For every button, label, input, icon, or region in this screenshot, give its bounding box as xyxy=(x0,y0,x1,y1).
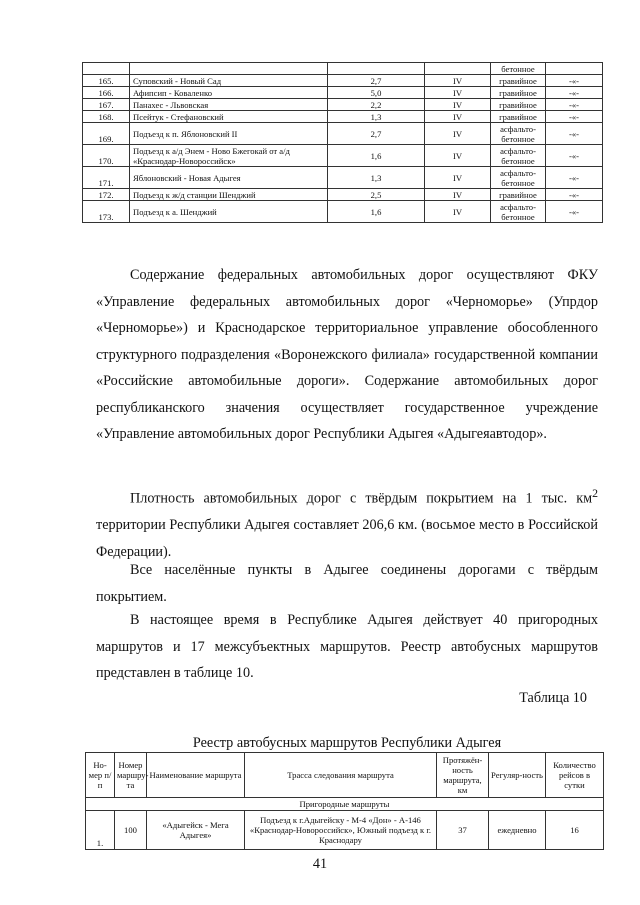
row-number: 165. xyxy=(83,75,130,87)
header-cell: Но-мер п/п xyxy=(86,753,115,798)
paragraph-road-density xyxy=(96,480,598,565)
paragraph-road-density-part2: территории Республики Адыгея составляет 206,6 км. (восьмое место в Российской Федерации). xyxy=(96,517,598,560)
table-row xyxy=(83,201,603,223)
header-cell: Номер маршру-та xyxy=(115,753,147,798)
header-cell: Трасса следования маршрута xyxy=(245,753,437,798)
road-note: -«- xyxy=(546,75,603,87)
road-length: 2,5 xyxy=(328,189,425,201)
road-note: -«- xyxy=(546,123,603,145)
road-surface: асфальто-бетонное xyxy=(491,201,546,223)
route-path: Подъезд к г.Адыгейску - М-4 «Дон» - А-146 «Краснодар-Новороссийск», Южный подъезд к г. Краснодару xyxy=(245,811,437,850)
table-row xyxy=(83,123,603,145)
row-number: 171. xyxy=(83,167,130,189)
header-cell: Наименование маршрута xyxy=(147,753,245,798)
road-category: IV xyxy=(425,87,491,99)
route-length: 37 xyxy=(437,811,489,850)
road-note: -«- xyxy=(546,145,603,167)
road-note: -«- xyxy=(546,167,603,189)
road-name: Панахес - Львовская xyxy=(130,99,328,111)
road-length: 1,6 xyxy=(328,201,425,223)
road-name: Подъезд к п. Яблоновский II xyxy=(130,123,328,145)
table-title: Реестр автобусных маршрутов Республики Адыгея xyxy=(192,735,502,751)
road-note: -«- xyxy=(546,87,603,99)
road-name: Яблоновский - Новая Адыгея xyxy=(130,167,328,189)
paragraph-road-density-part1: Плотность автомобильных дорог с твёрдым покрытием на 1 тыс. км xyxy=(130,490,593,507)
row-number: 166. xyxy=(83,87,130,99)
superscript-2: 2 xyxy=(592,486,598,500)
road-category: IV xyxy=(425,189,491,201)
section-row xyxy=(86,798,604,811)
paragraph-settlements: Все населённые пункты в Адыгее соединены дорогами с твёрдым покрытием. xyxy=(96,562,598,605)
road-category: IV xyxy=(425,111,491,123)
road-name: Подъезд к а. Шенджий xyxy=(130,201,328,223)
road-name: Суповский - Новый Сад xyxy=(130,75,328,87)
header-cell: Регуляр-ность xyxy=(489,753,546,798)
road-category: IV xyxy=(425,201,491,223)
row-number: 168. xyxy=(83,111,130,123)
row-number: 170. xyxy=(83,145,130,167)
table-row xyxy=(83,111,603,123)
road-length: 1,3 xyxy=(328,167,425,189)
road-length: 2,7 xyxy=(328,123,425,145)
route-regularity: ежедневно xyxy=(489,811,546,850)
road-category: IV xyxy=(425,123,491,145)
header-cell: Количество рейсов в сутки xyxy=(546,753,604,798)
road-name: Афипсип - Коваленко xyxy=(130,87,328,99)
road-surface: асфальто-бетонное xyxy=(491,167,546,189)
road-surface: гравийное xyxy=(491,75,546,87)
route-number: 100 xyxy=(115,811,147,850)
route-trips: 16 xyxy=(546,811,604,850)
road-surface: асфальто-бетонное xyxy=(491,145,546,167)
road-category: IV xyxy=(425,99,491,111)
road-note: -«- xyxy=(546,189,603,201)
road-name: Подъезд к а/д Энем - Ново Бжегокай от а/д «Краснодар-Новороссийск» xyxy=(130,145,328,167)
road-length: 2,7 xyxy=(328,75,425,87)
table-row xyxy=(83,167,603,189)
paragraph-road-maintenance: Содержание федеральных автомобильных дорог осуществляют ФКУ «Управление федеральных автомобильных дорог «Черноморье» (Упрдор «Черноморье») и Краснодарское территориальное управление обособленного структурного подразделения «Воронежского филиала» государственной компании «Российские автомобильные дороги». Содержание автомобильных дорог республиканского значения осуществляет государственное учреждение «Управление автомобильных дорог Республики Адыгея «Адыгеяавтодор». xyxy=(96,267,598,442)
section-label: Пригородные маршруты xyxy=(86,798,604,811)
road-note: -«- xyxy=(546,111,603,123)
table-row xyxy=(83,99,603,111)
road-surface: асфальто-бетонное xyxy=(491,123,546,145)
table-row xyxy=(83,87,603,99)
paragraph-bus-routes: В настоящее время в Республике Адыгея действует 40 пригородных маршрутов и 17 межсубъектных маршрутов. Реестр автобусных маршрутов представлен в таблице 10. xyxy=(96,612,598,681)
row-number: 173. xyxy=(83,201,130,223)
road-surface: гравийное xyxy=(491,87,546,99)
table-row xyxy=(83,189,603,201)
table-header-row xyxy=(86,753,604,798)
row-number: 167. xyxy=(83,99,130,111)
road-surface: гравийное xyxy=(491,189,546,201)
road-category: IV xyxy=(425,145,491,167)
page-number: 41 xyxy=(312,856,328,872)
road-note: -«- xyxy=(546,201,603,223)
bus-routes-table xyxy=(85,752,604,850)
surface-cell: бетонное xyxy=(491,63,546,75)
table-row xyxy=(83,75,603,87)
road-note: -«- xyxy=(546,99,603,111)
table-row xyxy=(83,145,603,167)
road-surface: гравийное xyxy=(491,111,546,123)
header-cell: Протяжён-ность маршрута, км xyxy=(437,753,489,798)
road-length: 1,6 xyxy=(328,145,425,167)
row-number: 1. xyxy=(86,811,115,850)
road-surface: гравийное xyxy=(491,99,546,111)
row-number: 172. xyxy=(83,189,130,201)
road-length: 1,3 xyxy=(328,111,425,123)
road-name: Псейтук - Стефановский xyxy=(130,111,328,123)
road-length: 2,2 xyxy=(328,99,425,111)
table-row xyxy=(86,811,604,850)
route-name: «Адыгейск - Мега Адыгея» xyxy=(147,811,245,850)
table-row xyxy=(83,63,603,75)
road-length: 5,0 xyxy=(328,87,425,99)
roads-table xyxy=(82,62,603,223)
row-number: 169. xyxy=(83,123,130,145)
road-name: Подъезд к ж/д станции Шенджий xyxy=(130,189,328,201)
road-category: IV xyxy=(425,167,491,189)
table-label: Таблица 10 xyxy=(519,690,587,706)
road-category: IV xyxy=(425,75,491,87)
